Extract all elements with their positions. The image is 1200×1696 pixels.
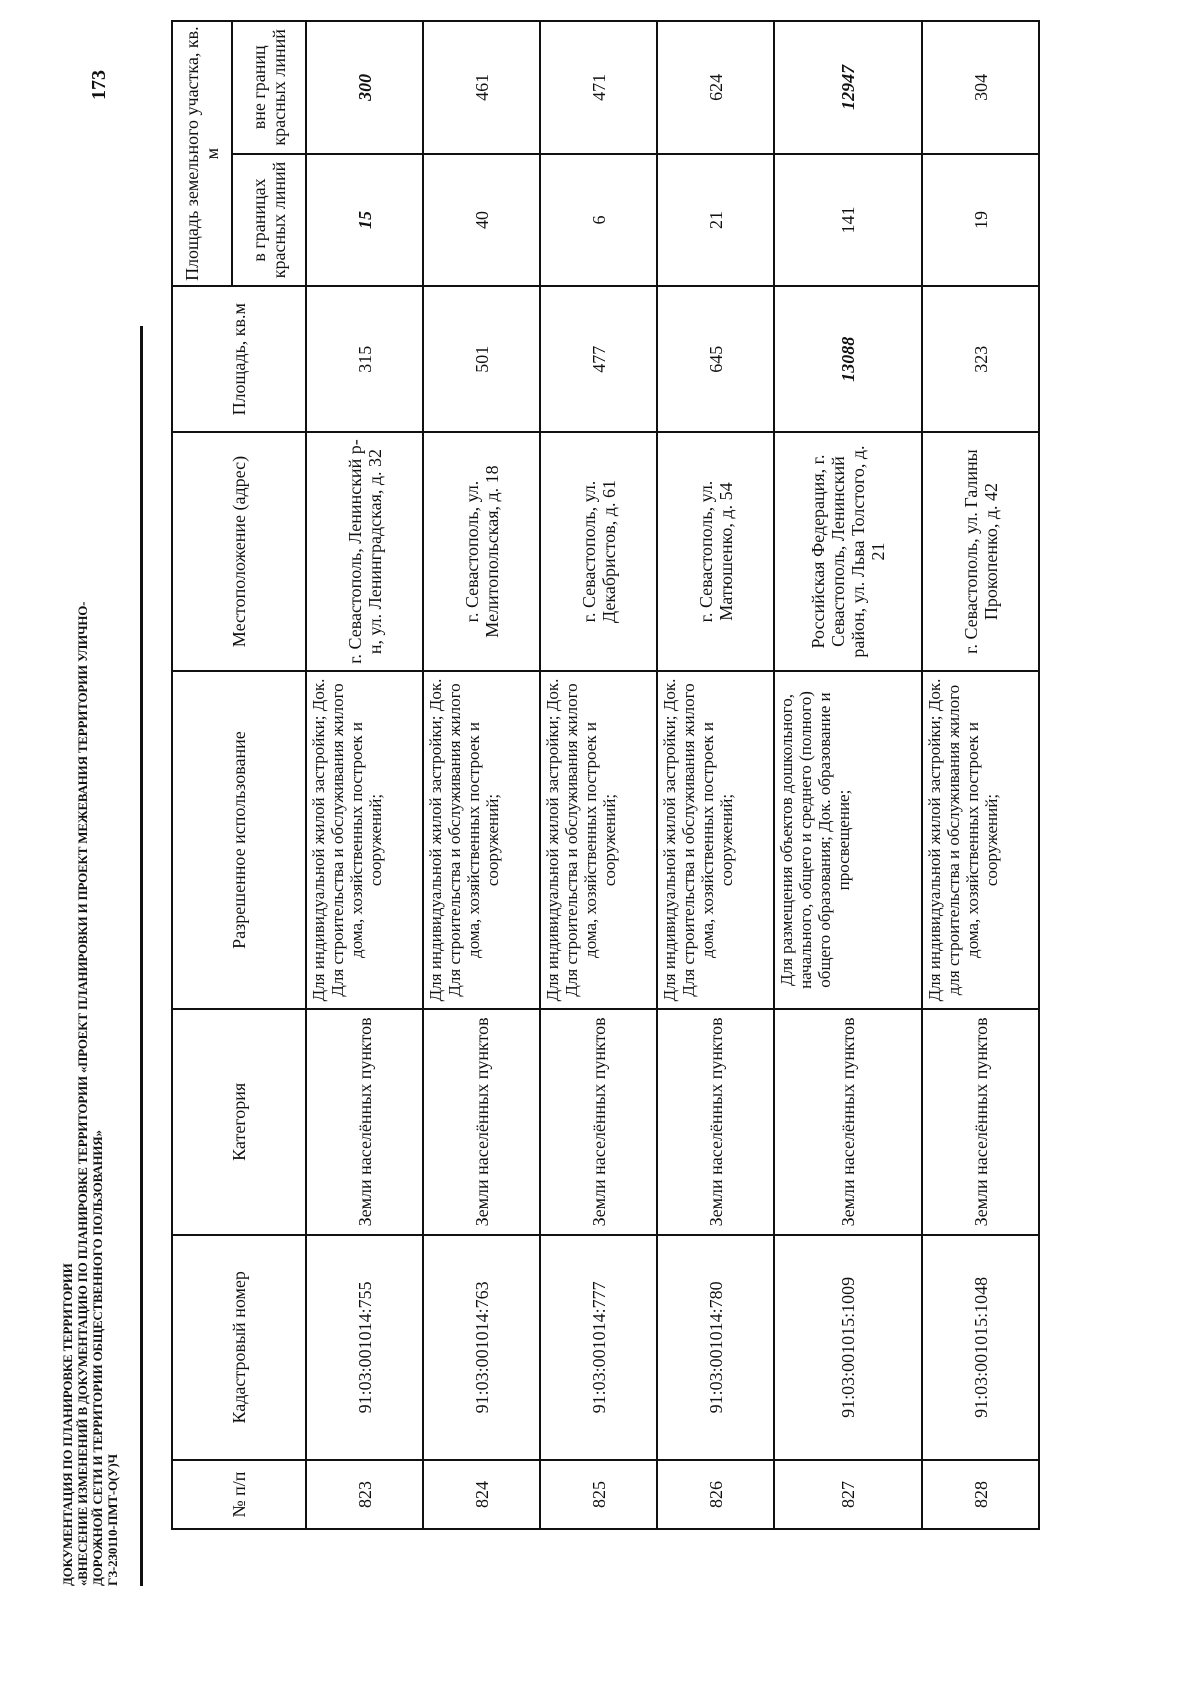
cell-cadastral: 91:03:001014:755 [306,1235,423,1460]
cell-inside: 21 [657,154,774,287]
cell-purpose: Для размещения объектов дошкольного, начального, общего и среднего (полного) общего образования; Док. образование и просвещение; [774,671,922,1009]
header-line-3: ДОРОЖНОЙ СЕТИ И ТЕРРИТОРИИ ОБЩЕСТВЕННОГО ПОЛЬЗОВАНИЯ» [90,1130,105,1586]
header-purpose: Разрешенное использование [172,671,306,1009]
cell-cadastral: 91:03:001014:763 [423,1235,540,1460]
cell-outside: 624 [657,21,774,154]
cell-num: 824 [423,1460,540,1529]
cell-category: Земли населённых пунктов [423,1009,540,1234]
document-header [60,166,120,1586]
cell-num: 828 [922,1460,1039,1529]
cell-area: 477 [540,286,657,432]
cell-num: 827 [774,1460,922,1529]
cell-inside: 141 [774,154,922,287]
cell-location: г. Севастополь, ул. Декабристов, д. 61 [540,432,657,671]
cell-purpose: Для индивидуальной жилой застройки; Док. Для строительства и обслуживания жилого дома, хозяйственных построек и сооружений; [657,671,774,1009]
cell-outside: 461 [423,21,540,154]
cell-purpose: Для индивидуальной жилой застройки; Док. Для строительства и обслуживания жилого дома, хозяйственных построек и сооружений; [540,671,657,1009]
cell-outside: 300 [306,21,423,154]
cell-cadastral: 91:03:001015:1009 [774,1235,922,1460]
cell-purpose: Для индивидуальной жилой застройки; Док. Для строительства и обслуживания жилого дома, хозяйственных построек и сооружений; [423,671,540,1009]
header-category: Категория [172,1009,306,1234]
header-inside-red-lines: в границах красных линий [232,154,306,287]
table-row [774,21,922,1529]
cell-area: 315 [306,286,423,432]
cell-category: Земли населённых пунктов [540,1009,657,1234]
table-row [540,21,657,1529]
cell-location: г. Севастополь, ул. Галины Прокопенко, д. 42 [922,432,1039,671]
cell-area: 501 [423,286,540,432]
header-line-2: «ВНЕСЕНИЕ ИЗМЕНЕНИЙ В ДОКУМЕНТАЦИЮ ПО ПЛАНИРОВКЕ ТЕРРИТОРИИ «ПРОЕКТ ПЛАНИРОВКИ И ПРОЕКТ МЕЖЕВАНИЯ ТЕРРИТОРИИ УЛИЧНО- [75,601,90,1586]
cell-num: 825 [540,1460,657,1529]
cell-location: Российская Федерация, г. Севастополь, Ленинский район, ул. Льва Толстого, д. 21 [774,432,922,671]
header-num: № п/п [172,1460,306,1529]
cell-inside: 15 [306,154,423,287]
cell-area: 323 [922,286,1039,432]
cell-cadastral: 91:03:001014:777 [540,1235,657,1460]
cell-inside: 40 [423,154,540,287]
header-line-4: ГЗ-230110-ПМТ-О(У)Ч [105,1454,120,1586]
cell-area: 645 [657,286,774,432]
cell-outside: 304 [922,21,1039,154]
cell-location: г. Севастополь, ул. Мелитопольская, д. 18 [423,432,540,671]
cell-location: г. Севастополь, ул. Матюшенко, д. 54 [657,432,774,671]
cell-cadastral: 91:03:001014:780 [657,1235,774,1460]
cell-category: Земли населённых пунктов [774,1009,922,1234]
cell-num: 826 [657,1460,774,1529]
header-location: Местоположение (адрес) [172,432,306,671]
cell-num: 823 [306,1460,423,1529]
cell-outside: 471 [540,21,657,154]
cell-inside: 6 [540,154,657,287]
header-cadastral: Кадастровый номер [172,1235,306,1460]
cell-cadastral: 91:03:001015:1048 [922,1235,1039,1460]
header-outside-red-lines: вне границ красных линий [232,21,306,154]
cell-category: Земли населённых пунктов [657,1009,774,1234]
table-row [922,21,1039,1529]
table-row [306,21,423,1529]
cell-inside: 19 [922,154,1039,287]
header-area: Площадь, кв.м [172,286,306,432]
cell-area: 13088 [774,286,922,432]
header-plot-area: Площадь земельного участка, кв. м [172,21,232,286]
cell-category: Земли населённых пунктов [922,1009,1039,1234]
cell-purpose: Для индивидуальной жилой застройки; Док. для строительства и обслуживания жилого дома, хозяйственных построек и сооружений; [922,671,1039,1009]
page-number: 173 [88,70,110,100]
table-row [423,21,540,1529]
cell-location: г. Севастополь, Ленинский р-н, ул. Ленинградская, д. 32 [306,432,423,671]
cell-purpose: Для индивидуальной жилой застройки; Док. Для строительства и обслуживания жилого дома, хозяйственных построек и сооружений; [306,671,423,1009]
table-row [657,21,774,1529]
land-plots-table [171,20,1040,1530]
header-divider [140,326,143,1586]
header-line-1: ДОКУМЕНТАЦИЯ ПО ПЛАНИРОВКЕ ТЕРРИТОРИИ [60,1263,75,1586]
cell-outside: 12947 [774,21,922,154]
cell-category: Земли населённых пунктов [306,1009,423,1234]
